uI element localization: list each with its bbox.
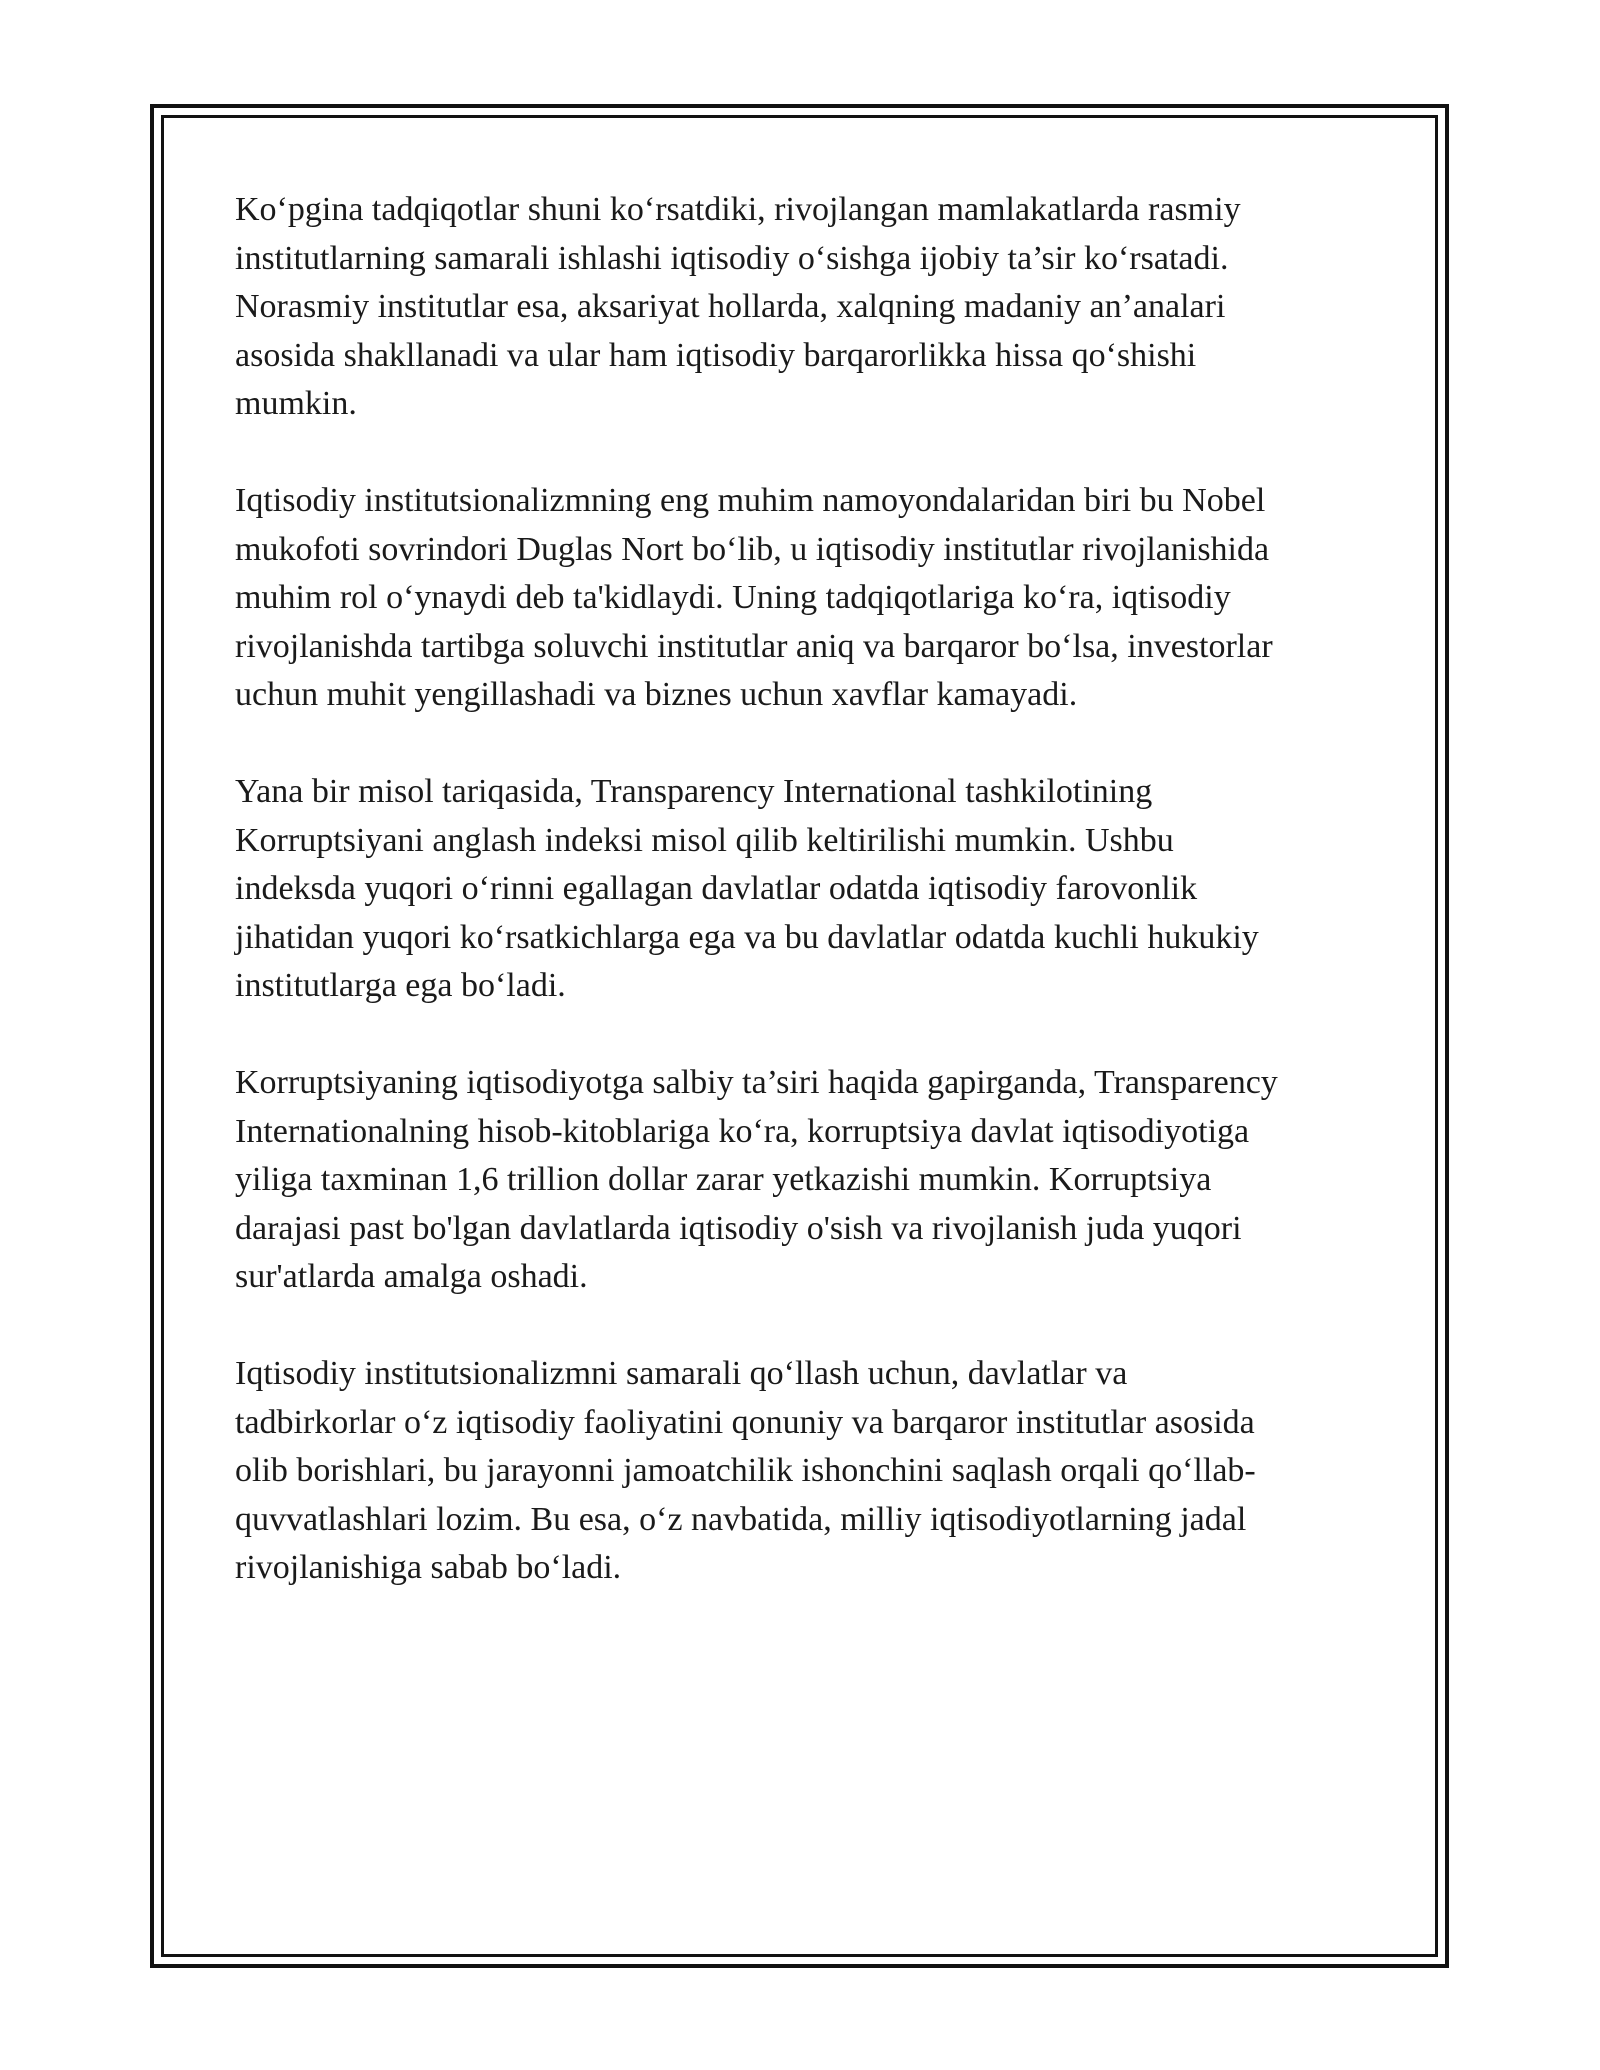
text-line: darajasi past bo'lgan davlatlarda iqtisodiy o'sish va rivojlanish juda yuqori [235, 1209, 1242, 1247]
text-line: Internationalning hisob-kitoblariga ko‘ra, korruptsiya davlat iqtisodiyotiga [235, 1112, 1250, 1150]
text-line: Korruptsiyaning iqtisodiyotga salbiy ta’siri haqida gapirganda, Transparency [235, 1064, 1278, 1101]
text-line: indeksda yuqori o‘rinni egallagan davlatlar odatda iqtisodiy farovonlik [235, 870, 1198, 907]
text-line: tadbirkorlar o‘z iqtisodiy faoliyatini qonuniy va barqaror institutlar asosida [235, 1403, 1255, 1441]
paragraph-3 [235, 768, 1375, 1011]
text-line: institutlarga ega bo‘ladi. [235, 967, 566, 1004]
text-line: mumkin. [235, 385, 357, 422]
text-line: yiliga taxminan 1,6 trillion dollar zarar yetkazishi mumkin. Korruptsiya [235, 1161, 1212, 1198]
text-line: muhim rol o‘ynaydi deb ta'kidlaydi. Uning tadqiqotlariga ko‘ra, iqtisodiy [235, 579, 1231, 616]
text-line: asosida shakllanadi va ular ham iqtisodiy barqarorlikka hissa qo‘shishi [235, 336, 1197, 374]
text-line: Yana bir misol tariqasida, Transparency International tashkilotining [235, 773, 1153, 810]
paragraph-4 [235, 1059, 1375, 1302]
text-line: sur'atlarda amalga oshadi. [235, 1258, 588, 1295]
text-line: rivojlanishiga sabab bo‘ladi. [235, 1549, 622, 1586]
document-body [235, 186, 1375, 1641]
text-line: Iqtisodiy institutsionalizmning eng muhim namoyondalaridan biri bu Nobel [235, 482, 1266, 519]
text-line: Norasmiy institutlar esa, aksariyat hollarda, xalqning madaniy an’analari [235, 288, 1226, 325]
text-line: Iqtisodiy institutsionalizmni samarali qo‘llash uchun, davlatlar va [235, 1355, 1128, 1392]
text-line: Korruptsiyani anglash indeksi misol qilib keltirilishi mumkin. Ushbu [235, 821, 1174, 859]
text-line: institutlarning samarali ishlashi iqtisodiy o‘sishga ijobiy ta’sir ko‘rsatadi. [235, 239, 1229, 277]
text-line: uchun muhit yengillashadi va biznes uchun xavflar kamayadi. [235, 676, 1078, 713]
text-line: Ko‘pgina tadqiqotlar shuni ko‘rsatdiki, rivojlangan mamlakatlarda rasmiy [235, 191, 1241, 228]
text-line: rivojlanishda tartibga soluvchi institutlar aniq va barqaror bo‘lsa, investorlar [235, 627, 1273, 665]
text-line: olib borishlari, bu jarayonni jamoatchilik ishonchini saqlash orqali qo‘llab- [235, 1452, 1256, 1489]
paragraph-2 [235, 477, 1375, 720]
text-line: mukofoti sovrindori Duglas Nort bo‘lib, u iqtisodiy institutlar rivojlanishida [235, 530, 1270, 568]
text-line: quvvatlashlari lozim. Bu esa, o‘z navbatida, milliy iqtisodiyotlarning jadal [235, 1500, 1247, 1538]
text-line: jihatidan yuqori ko‘rsatkichlarga ega va bu davlatlar odatda kuchli hukukiy [235, 918, 1259, 956]
paragraph-5 [235, 1350, 1375, 1593]
paragraph-1 [235, 186, 1375, 429]
